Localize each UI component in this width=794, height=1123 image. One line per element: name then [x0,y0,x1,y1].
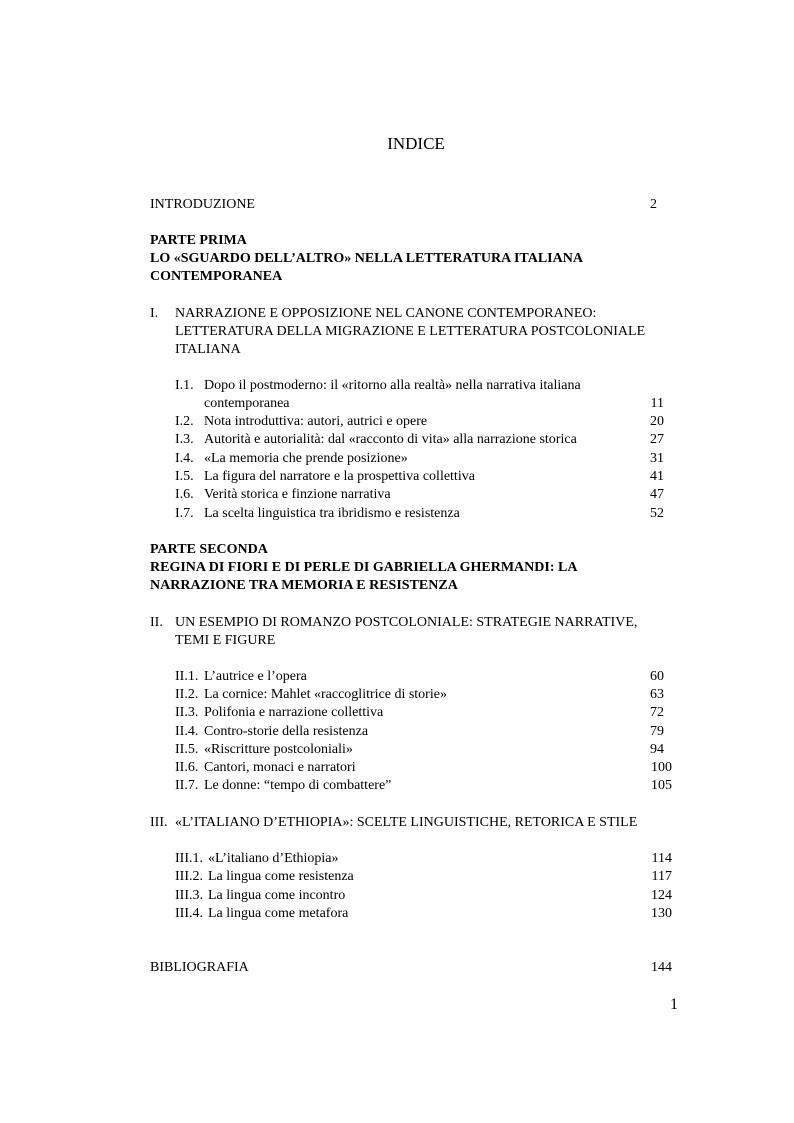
part-one-title-line2: CONTEMPORANEA [150,269,283,284]
toc-bibliography-label: BIBLIOGRAFIA [150,960,249,975]
section-title: La lingua come resistenza [208,869,354,884]
section-title: Polifonia e narrazione collettiva [204,705,384,720]
section-title: L’autrice e l’opera [204,669,307,684]
chapter-1-number: I. [150,306,159,321]
section-page: 79 [650,724,664,739]
chapter-1-title-line3: ITALIANA [175,342,241,357]
section-page: 100 [651,760,672,775]
section-page: 31 [650,451,664,466]
part-two-title-line2: NARRAZIONE TRA MEMORIA E RESISTENZA [150,578,458,593]
part-two-label: PARTE SECONDA [150,542,268,557]
section-number: II.7. [175,778,199,793]
section-page: 94 [650,742,664,757]
section-title: «L’italiano d’Ethiopia» [208,851,339,866]
chapter-3-number: III. [150,815,168,830]
chapter-1-title-line1: NARRAZIONE E OPPOSIZIONE NEL CANONE CONTEMPORANEO: [175,306,597,321]
section-number: III.3. [175,888,203,903]
chapter-2-number: II. [150,615,163,630]
section-number: I.3. [175,432,194,447]
section-page: 63 [650,687,664,702]
section-number: II.4. [175,724,199,739]
section-title: Dopo il postmoderno: il «ritorno alla realtà» nella narrativa italiana [204,378,581,393]
chapter-3-title-line1: «L’ITALIANO D’ETHIOPIA»: SCELTE LINGUISTICHE, RETORICA E STILE [175,815,638,830]
part-one-title-line1: LO «SGUARDO DELL’ALTRO» NELLA LETTERATURA ITALIANA [150,251,583,266]
section-number: I.5. [175,469,194,484]
section-title: La scelta linguistica tra ibridismo e resistenza [204,506,460,521]
section-page: 72 [650,705,664,720]
section-page: 117 [651,869,672,884]
section-page: 114 [651,851,672,866]
section-title-continued: contemporanea [204,396,290,411]
section-number: II.2. [175,687,199,702]
chapter-1-title-line2: LETTERATURA DELLA MIGRAZIONE E LETTERATURA POSTCOLONIALE [175,324,646,339]
section-title: «La memoria che prende posizione» [204,451,408,466]
section-title: La figura del narratore e la prospettiva collettiva [204,469,475,484]
section-page: 130 [651,906,672,921]
toc-intro-page: 2 [650,197,657,212]
toc-intro-label: INTRODUZIONE [150,197,255,212]
section-page: 27 [650,432,664,447]
section-number: II.5. [175,742,199,757]
section-number: I.4. [175,451,194,466]
section-page: 60 [650,669,664,684]
section-page: 41 [650,469,664,484]
section-title: Le donne: “tempo di combattere” [204,778,392,793]
section-page: 47 [650,487,664,502]
part-two-title-line1: REGINA DI FIORI E DI PERLE DI GABRIELLA GHERMANDI: LA [150,560,578,575]
page-title: INDICE [387,134,445,153]
section-title: Autorità e autorialità: dal «racconto di vita» alla narrazione storica [204,432,577,447]
section-number: I.2. [175,414,194,429]
section-title: Nota introduttiva: autori, autrici e opere [204,414,428,429]
section-number: I.1. [175,378,194,393]
section-title: Verità storica e finzione narrativa [204,487,391,502]
section-page: 11 [650,396,664,411]
section-title: La lingua come incontro [208,888,346,903]
section-page: 124 [651,888,672,903]
section-number: II.1. [175,669,199,684]
section-title: La lingua come metafora [208,906,349,921]
section-number: III.4. [175,906,203,921]
section-page: 105 [651,778,672,793]
part-one-label: PARTE PRIMA [150,233,247,248]
section-page: 52 [650,506,664,521]
section-number: III.1. [175,851,203,866]
section-number: III.2. [175,869,203,884]
toc-bibliography-page: 144 [651,960,672,975]
section-number: II.6. [175,760,199,775]
section-title: Contro-storie della resistenza [204,724,369,739]
section-number: I.6. [175,487,194,502]
section-number: II.3. [175,705,199,720]
section-title: La cornice: Mahlet «raccoglitrice di storie» [204,687,447,702]
section-page: 20 [650,414,664,429]
chapter-2-title-line1: UN ESEMPIO DI ROMANZO POSTCOLONIALE: STRATEGIE NARRATIVE, [175,615,638,630]
chapter-2-title-line2: TEMI E FIGURE [175,633,276,648]
page-number: 1 [670,996,678,1013]
section-number: I.7. [175,506,194,521]
section-title: «Riscritture postcoloniali» [204,742,353,757]
section-title: Cantori, monaci e narratori [204,760,356,775]
